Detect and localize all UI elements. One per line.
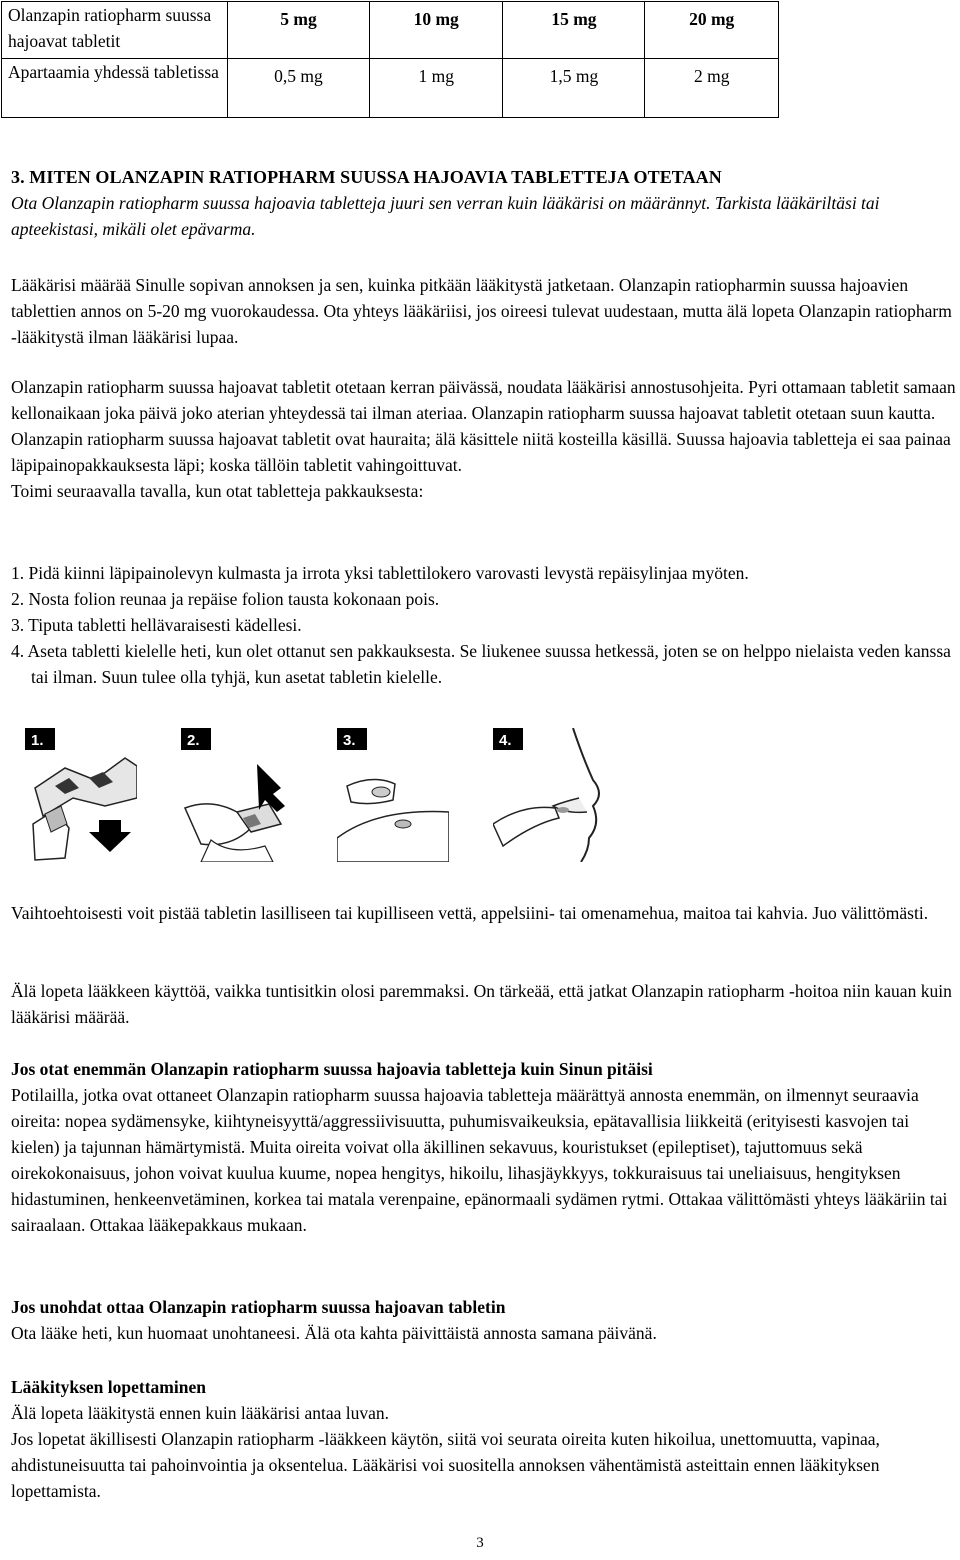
stopping-text-2: Jos lopetat äkillisesti Olanzapin ratiopharm -lääkkeen käytön, siitä voi seurata oireita kuten hikoilua, unettomuutta, vapinaa, ahdistuneisuutta tai pahoinvointia ja oksentelua. Lääkärisi voi suositella annoksen vähentämistä asteittain ennen lääkityksen lopettamista. <box>11 1429 880 1501</box>
blister-tear-illustration <box>25 728 137 862</box>
figure-label: 4. <box>499 732 512 749</box>
tablet-on-tongue-illustration <box>493 728 605 862</box>
dose-row-label: Apartaamia yhdessä tabletissa <box>2 59 228 118</box>
dose-cell: 2 mg <box>645 59 779 118</box>
figure-step-4 <box>493 728 605 862</box>
dose-cell: 0,5 mg <box>228 59 370 118</box>
paragraph <box>11 900 956 926</box>
list-item: 1. Pidä kiinni läpipainolevyn kulmasta ja irrota yksi tablettilokero varovasti levystä repäisylinjaa myöten. <box>11 563 749 583</box>
paragraph <box>11 978 956 1030</box>
figure-label: 2. <box>187 732 200 749</box>
dose-cell: 15 mg <box>503 2 645 59</box>
overdose-text: Potilailla, jotka ovat ottaneet Olanzapin ratiopharm suussa hajoavia tabletteja määrättyä annosta enemmän, on ilmennyt seuraavia oireita: nopea sydämensyke, kiihtyneisyyttä/aggressiivisuutta, puhumisvaikeuksia, epätavallisia liikkeitä (erityisesti kasvojen tai kielen) ja tajunnan hämärtymistä. Muita oireita voivat olla äkillinen sekavuus, kouristukset (epileptiset), tajuttomuus sekä oirekokonaisuus, johon voivat kuulua kuume, nopea hengitys, hikoilu, lihasjäykkyys, tokkuraisuus tai uneliaisuus, hengityksen hidastuminen, henkeenvetäminen, korkea tai matala verenpaine, epänormaali sydämen rytmi. Ottakaa välittömästi yhteys lääkäriin tai sairaalaan. Ottakaa lääkepakkaus mukaan. <box>11 1085 948 1235</box>
steps-list <box>11 560 956 690</box>
dose-row-label: Olanzapin ratiopharm suussa hajoavat tabletit <box>2 2 228 59</box>
intro-italic: Ota Olanzapin ratiopharm suussa hajoavia tabletteja juuri sen verran kuin lääkärisi on määrännyt. Tarkista lääkäriltäsi tai apteekistasi, mikäli olet epävarma. <box>11 193 880 239</box>
overdose-heading: Jos otat enemmän Olanzapin ratiopharm suussa hajoavia tabletteja kuin Sinun pitäisi <box>11 1059 653 1079</box>
figure-step-1 <box>25 728 137 862</box>
dose-cell: 1 mg <box>369 59 503 118</box>
list-item: 3. Tiputa tabletti hellävaraisesti kädellesi. <box>11 615 302 635</box>
dose-cell: 10 mg <box>369 2 503 59</box>
stopping-heading: Lääkityksen lopettaminen <box>11 1377 206 1397</box>
section-3 <box>11 164 956 242</box>
alternative-paragraph: Vaihtoehtoisesti voit pistää tabletin lasilliseen tai kupilliseen vettä, appelsiini- tai omenamehua, maitoa tai kahvia. Juo välittömästi. <box>11 903 929 923</box>
page-number: 3 <box>476 1535 484 1551</box>
stopping-section <box>11 1374 956 1504</box>
continue-paragraph: Älä lopeta lääkkeen käyttöä, vaikka tuntisitkin olosi paremmaksi. On tärkeää, että jatkat Olanzapin ratiopharm -hoitoa niin kauan kuin lääkärisi määrää. <box>11 981 952 1027</box>
dose-cell: 1,5 mg <box>503 59 645 118</box>
dosage-paragraph: Lääkärisi määrää Sinulle sopivan annoksen ja sen, kuinka pitkään lääkitystä jatketaan. Olanzapin ratiopharmin suussa hajoavien tablettien annos on 5-20 mg vuorokaudessa. Ota yhteys lääkäriisi, jos oireesi tulevat uudestaan, mutta älä lopeta Olanzapin ratiopharm -lääkitystä ilman lääkärisi lupaa. <box>11 275 952 347</box>
list-item: 4. Aseta tabletti kielelle heti, kun olet ottanut sen pakkauksesta. Se liukenee suussa hetkessä, joten se on helppo nielaista veden kanssa tai ilman. Suun tulee olla tyhjä, kun asetat tabletin kielelle. <box>11 641 951 687</box>
figure-step-2 <box>181 728 293 862</box>
list-item: 2. Nosta folion reunaa ja repäise folion tausta kokonaan pois. <box>11 589 440 609</box>
dose-cell: 20 mg <box>645 2 779 59</box>
paragraph <box>11 374 956 504</box>
dose-table <box>1 1 779 118</box>
missed-heading: Jos unohdat ottaa Olanzapin ratiopharm suussa hajoavan tabletin <box>11 1297 506 1317</box>
dose-table-row <box>2 59 779 118</box>
figure-label: 3. <box>343 732 356 749</box>
dose-cell: 5 mg <box>228 2 370 59</box>
stopping-text: Älä lopeta lääkitystä ennen kuin lääkärisi antaa luvan. <box>11 1403 390 1423</box>
section-title: 3. MITEN OLANZAPIN RATIOPHARM SUUSSA HAJOAVIA TABLETTEJA OTETAAN <box>11 167 722 187</box>
foil-peel-illustration <box>181 728 293 862</box>
instructions-intro: Toimi seuraavalla tavalla, kun otat tabletteja pakkauksesta: <box>11 481 424 501</box>
instruction-figures <box>15 728 615 864</box>
tablet-drop-illustration <box>337 728 449 862</box>
overdose-section <box>11 1056 956 1238</box>
dose-table-row <box>2 2 779 59</box>
figure-label: 1. <box>31 732 44 749</box>
fragile-paragraph: Olanzapin ratiopharm suussa hajoavat tabletit ovat hauraita; älä käsittele niitä kosteilla käsillä. Suussa hajoavia tabletteja ei saa painaa läpipainopakkauksesta läpi; koska tällöin tabletit vahingoittuvat. <box>11 429 951 475</box>
usage-paragraph: Olanzapin ratiopharm suussa hajoavat tabletit otetaan kerran päivässä, noudata lääkärisi annostusohjeita. Pyri ottamaan tabletit samaan kellonaikaan joka päivä joko aterian yhteydessä tai ilman ateriaa. Olanzapin ratiopharm suussa hajoavat tabletit otetaan suun kautta. <box>11 377 956 423</box>
figure-step-3 <box>337 728 449 862</box>
missed-dose-section <box>11 1294 956 1346</box>
missed-text: Ota lääke heti, kun huomaat unohtaneesi. Älä ota kahta päivittäistä annosta samana päivänä. <box>11 1323 657 1343</box>
paragraph <box>11 272 956 350</box>
